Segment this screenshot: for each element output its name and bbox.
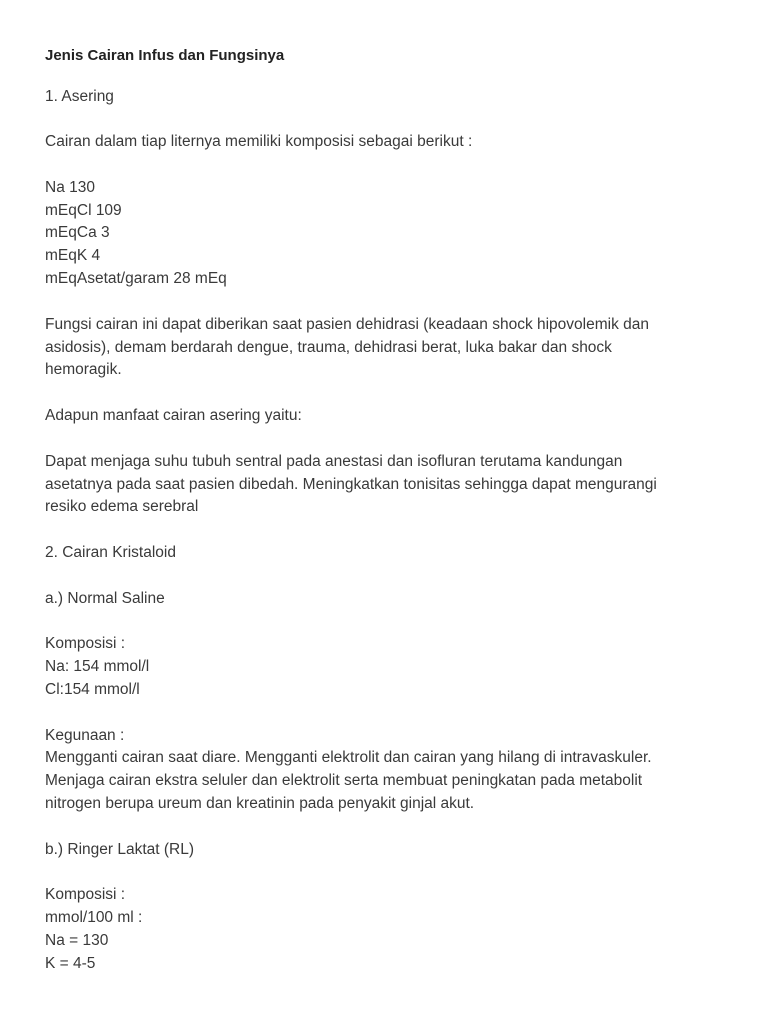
paragraph-line: Cairan dalam tiap liternya memiliki komposisi sebagai berikut : [45, 133, 473, 150]
subsection-heading-normal-saline: a.) Normal Saline [45, 590, 165, 607]
composition-line: Na = 130 [45, 932, 109, 949]
paragraph-line: Dapat menjaga suhu tubuh sentral pada anestasi dan isofluran terutama kandungan [45, 453, 623, 470]
composition-line: Cl:154 mmol/l [45, 681, 140, 698]
composition-label: Komposisi : [45, 886, 126, 903]
composition-line: mEqAsetat/garam 28 mEq [45, 270, 227, 287]
composition-line: mmol/100 ml : [45, 909, 143, 926]
paragraph-line: asidosis), demam berdarah dengue, trauma, dehidrasi berat, luka bakar dan shock [45, 339, 612, 356]
composition-line: mEqK 4 [45, 247, 101, 264]
paragraph-line: asetatnya pada saat pasien dibedah. Meningkatkan tonisitas sehingga dapat mengurangi [45, 476, 657, 493]
composition-line: mEqCa 3 [45, 224, 110, 241]
paragraph-line: nitrogen berupa ureum dan kreatinin pada penyakit ginjal akut. [45, 795, 475, 812]
composition-line: mEqCl 109 [45, 202, 122, 219]
composition-label: Komposisi : [45, 635, 126, 652]
paragraph-line: Adapun manfaat cairan asering yaitu: [45, 407, 302, 424]
paragraph-line: Mengganti cairan saat diare. Mengganti elektrolit dan cairan yang hilang di intravaskuler. [45, 749, 652, 766]
subsection-heading-ringer-laktat: b.) Ringer Laktat (RL) [45, 841, 195, 858]
usage-label: Kegunaan : [45, 727, 125, 744]
paragraph-line: resiko edema serebral [45, 498, 199, 515]
paragraph-line: Fungsi cairan ini dapat diberikan saat pasien dehidrasi (keadaan shock hipovolemik dan [45, 316, 650, 333]
composition-line: Na 130 [45, 179, 95, 196]
section-heading-asering: 1. Asering [45, 88, 114, 105]
composition-line: Na: 154 mmol/l [45, 658, 150, 675]
paragraph-line: Menjaga cairan ekstra seluler dan elektrolit serta membuat peningkatan pada metabolit [45, 772, 643, 789]
section-heading-kristaloid: 2. Cairan Kristaloid [45, 544, 176, 561]
document-title: Jenis Cairan Infus dan Fungsinya [45, 47, 285, 64]
paragraph-line: hemoragik. [45, 361, 122, 378]
composition-line: K = 4-5 [45, 955, 96, 972]
